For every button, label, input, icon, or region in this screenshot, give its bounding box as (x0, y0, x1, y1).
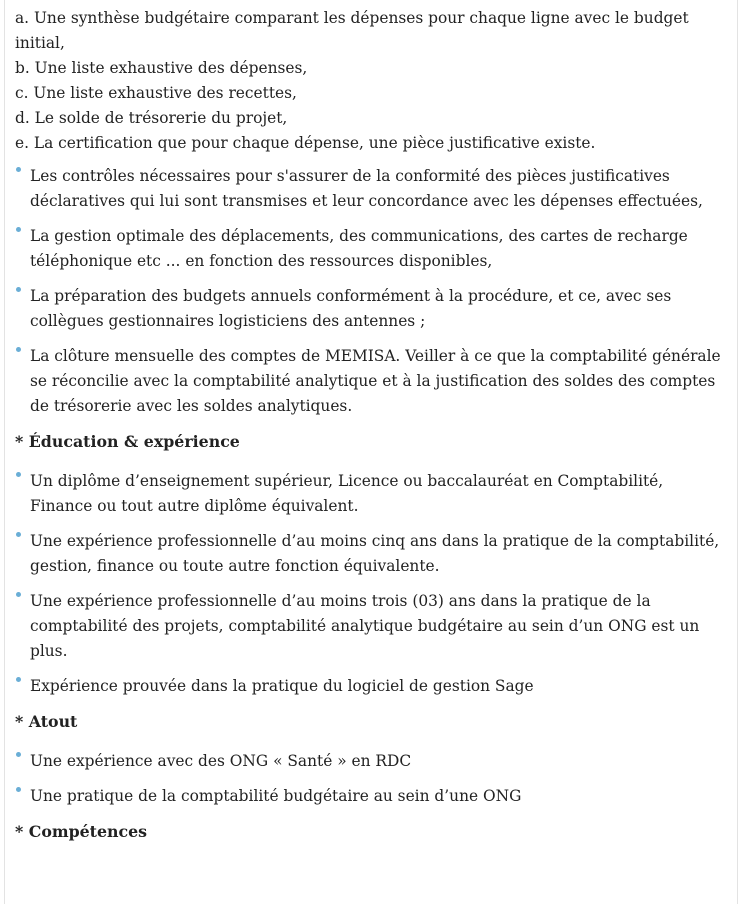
list-item-text: Expérience prouvée dans la pratique du logiciel de gestion Sage (30, 677, 534, 695)
list-item-text: Un diplôme d’enseignement supérieur, Licence ou baccalauréat en Comptabilité, Finance ou tout autre diplôme équivalent. (30, 472, 664, 515)
list-item-text: Une expérience professionnelle d’au moins cinq ans dans la pratique de la comptabilité, gestion, finance ou toute autre fonction équivalente. (30, 532, 720, 575)
list-item (15, 529, 730, 579)
list-item: b. Une liste exhaustive des dépenses, (15, 59, 308, 77)
list-item: c. Une liste exhaustive des recettes, (15, 84, 297, 102)
list-item: e. La certification que pour chaque dépense, une pièce justificative existe. (15, 134, 596, 152)
bullet-icon (16, 532, 21, 537)
competences-heading: * Compétences (15, 822, 148, 841)
list-item: d. Le solde de trésorerie du projet, (15, 109, 288, 127)
bullet-icon (16, 677, 21, 682)
bullet-icon (16, 287, 21, 292)
document-page (4, 0, 738, 904)
education-list (15, 469, 730, 699)
list-item-text: La clôture mensuelle des comptes de MEMISA. Veiller à ce que la comptabilité générale se réconcilie avec la comptabilité analytique et à la justification des soldes des comptes de trésorerie avec les soldes analytiques. (30, 347, 721, 415)
report-contents-list (15, 6, 730, 156)
list-item (15, 749, 730, 774)
bullet-icon (16, 347, 21, 352)
atout-list (15, 749, 730, 809)
list-item (15, 344, 730, 419)
bullet-icon (16, 167, 21, 172)
list-item-text: Une pratique de la comptabilité budgétaire au sein d’une ONG (30, 787, 522, 805)
list-item (15, 224, 730, 274)
list-item-text: La gestion optimale des déplacements, des communications, des cartes de recharge téléphonique etc ... en fonction des ressources disponibles, (30, 227, 688, 270)
list-item (15, 784, 730, 809)
list-item (15, 284, 730, 334)
bullet-icon (16, 752, 21, 757)
bullet-icon (16, 227, 21, 232)
bullet-icon (16, 472, 21, 477)
document-content (15, 6, 730, 859)
list-item-text: La préparation des budgets annuels conformément à la procédure, et ce, avec ses collègues gestionnaires logisticiens des antennes ; (30, 287, 672, 330)
bullet-icon (16, 787, 21, 792)
list-item: a. Une synthèse budgétaire comparant les dépenses pour chaque ligne avec le budget initial, (15, 9, 689, 52)
education-heading: * Éducation & expérience (15, 432, 240, 451)
list-item (15, 164, 730, 214)
list-item (15, 469, 730, 519)
list-item-text: Une expérience avec des ONG « Santé » en RDC (30, 752, 412, 770)
list-item-text: Une expérience professionnelle d’au moins trois (03) ans dans la pratique de la comptabilité des projets, comptabilité analytique budgétaire au sein d’un ONG est un plus. (30, 592, 700, 660)
atout-heading: * Atout (15, 712, 78, 731)
list-item (15, 674, 730, 699)
bullet-icon (16, 592, 21, 597)
responsibilities-list (15, 164, 730, 419)
list-item-text: Les contrôles nécessaires pour s'assurer de la conformité des pièces justificatives déclaratives qui lui sont transmises et leur concordance avec les dépenses effectuées, (30, 167, 703, 210)
list-item (15, 589, 730, 664)
